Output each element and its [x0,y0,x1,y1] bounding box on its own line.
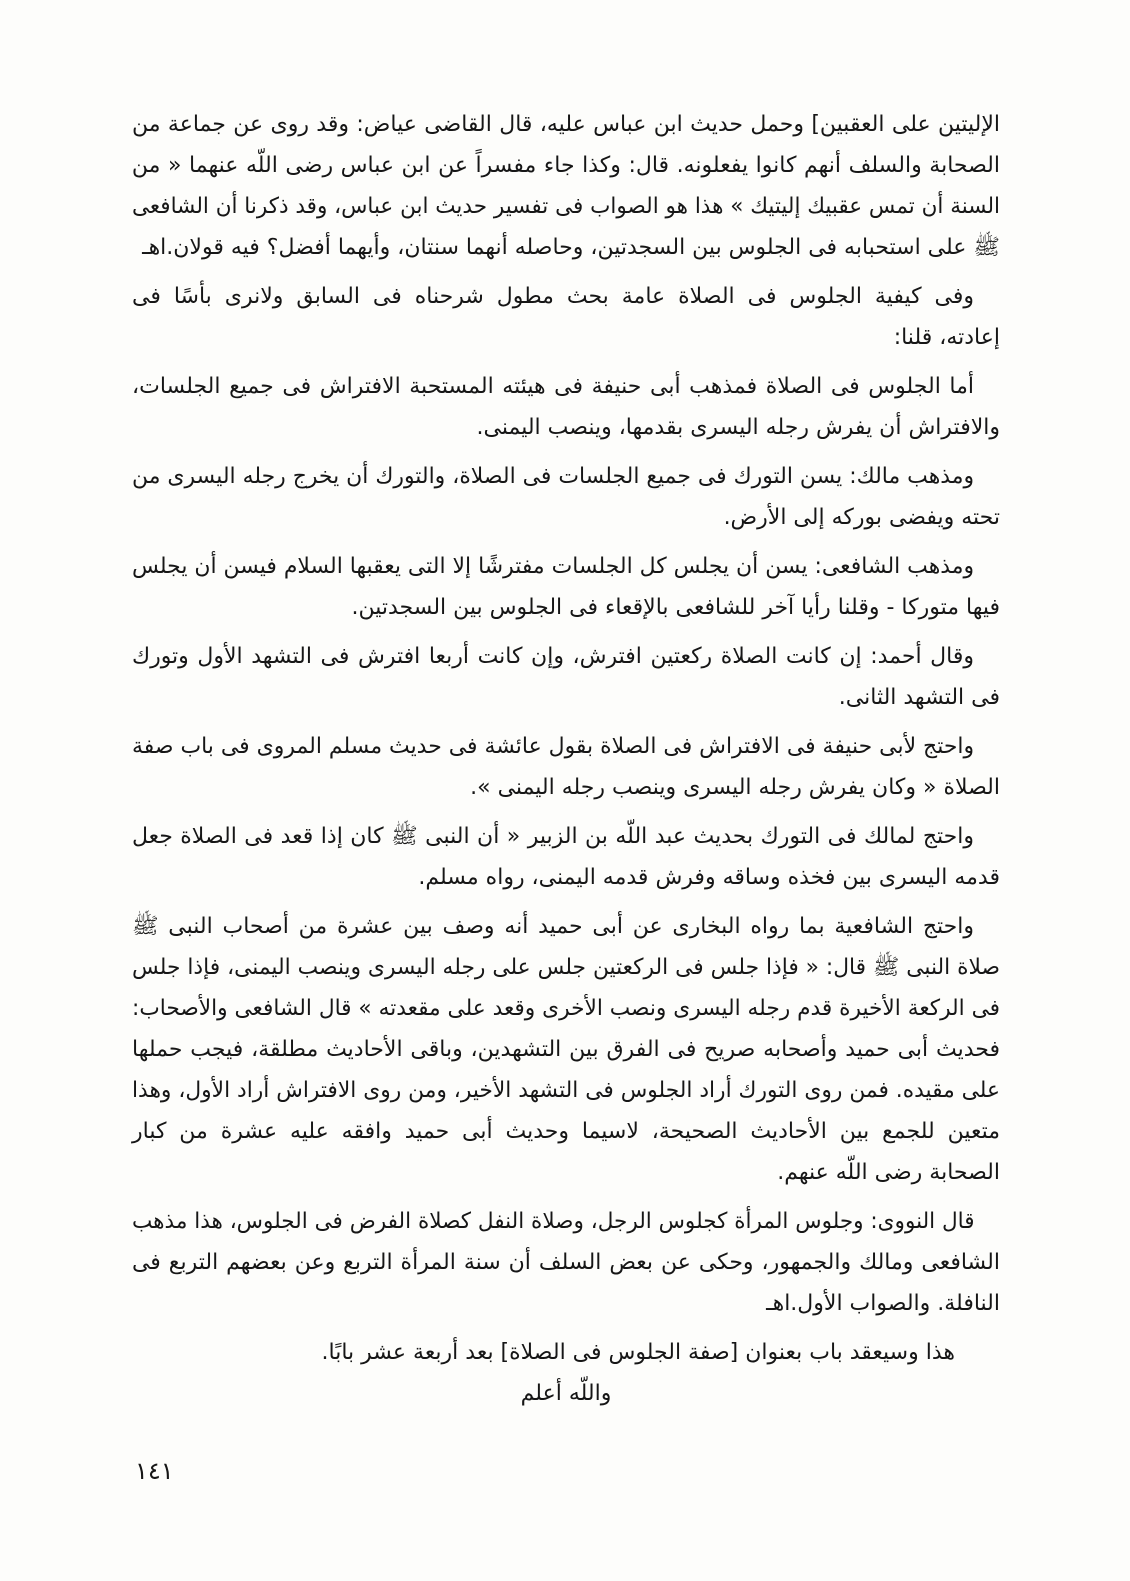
text-line: ﷺ على استحبابه فى الجلوس بين السجدتين، وحاصله أنهما سنتان، وأيهما أفضل؟ فيه قولان.اهـ [142,235,1000,260]
closing-note [132,1332,1000,1373]
text-line: إعادته، قلنا: [893,325,1000,350]
text-line: فى التشهد الثانى. [838,685,1000,710]
text-line: الصلاة « وكان يفرش رجله اليسرى وينصب رجله اليمنى ». [470,775,1000,800]
text-line: أما الجلوس فى الصلاة فمذهب أبى حنيفة فى هيئته المستحبة الافتراش فى جميع الجلسات، [132,374,974,399]
page-number: ١٤١ [135,1457,174,1485]
paragraph [132,816,1000,898]
text-line: متعين للجمع بين الأحاديث الصحيحة، لاسيما وحديث أبى حميد وافقه عليه عشرة من كبار [132,1119,1000,1144]
text-line: الصحابة والسلف أنهم كانوا يفعلونه. قال: وكذا جاء مفسراً عن ابن عباس رضى اللّه عنهما « من [131,153,1000,178]
text-line: الصحابة رضى اللّه عنهم. [777,1160,1000,1185]
paragraph [132,906,1000,1193]
text-line: فيها متوركا - وقلنا رأيا آخر للشافعى بالإقعاء فى الجلوس بين السجدتين. [351,595,1000,620]
paragraph [132,636,1000,718]
page-body [132,104,1000,1414]
text-line: قدمه اليسرى بين فخذه وساقه وفرش قدمه اليمنى، رواه مسلم. [418,865,1000,890]
text-line: قال النووى: وجلوس المرأة كجلوس الرجل، وصلاة النفل كصلاة الفرض فى الجلوس، هذا مذهب [131,1209,975,1234]
paragraph [132,546,1000,628]
text-line: هذا وسيعقد باب بعنوان [صفة الجلوس فى الصلاة] بعد أربعة عشر بابًا. [321,1340,955,1365]
text-line: النافلة. والصواب الأول.اهـ [766,1291,1000,1316]
text-line: على مقيده. فمن روى التورك أراد الجلوس فى التشهد الأخير، ومن روى الافتراش أراد الأول، وهذا [131,1078,1000,1103]
text-line: الشافعى ومالك والجمهور، وحكى عن بعض السلف أن سنة المرأة التربع وعن بعضهم التربع فى [131,1250,1000,1275]
text-line: واحتج الشافعية بما رواه البخارى عن أبى حميد أنه وصف بين عشرة من أصحاب النبى ﷺ [131,914,974,939]
text-line: فحديث أبى حميد وأصحابه صريح فى الفرق بين التشهدين، وباقى الأحاديث مطلقة، فيجب حملها [132,1037,1000,1062]
text-line: السنة أن تمس عقبيك إليتيك » هذا هو الصواب فى تفسير حديث ابن عباس، وقد ذكرنا أن الشافعى [131,194,1001,219]
paragraph [132,456,1000,538]
text-line: وفى كيفية الجلوس فى الصلاة عامة بحث مطول شرحناه فى السابق ولانرى بأسًا فى [132,284,974,309]
text-line: واحتج لأبى حنيفة فى الافتراش فى الصلاة بقول عائشة فى حديث مسلم المروى فى باب صفة [132,734,975,759]
text-line: والافتراش أن يفرش رجله اليسرى بقدمها، وينصب اليمنى. [476,415,1000,440]
text-line: صلاة النبى ﷺ قال: « فإذا جلس فى الركعتين جلس على رجله اليسرى وينصب اليمنى، فإذا جلس [132,955,1000,980]
text-line: ومذهب الشافعى: يسن أن يجلس كل الجلسات مفترشًا إلا التى يعقبها السلام فيسن أن يجلس [131,554,975,579]
paragraph [132,366,1000,448]
paragraph-continuation [132,104,1000,268]
text-line: واحتج لمالك فى التورك بحديث عبد اللّه بن الزبير « أن النبى ﷺ كان إذا قعد فى الصلاة جعل [131,824,974,849]
closing-phrase: واللّه أعلم [520,1381,612,1406]
paragraph [132,276,1000,358]
paragraph [132,1201,1000,1324]
text-line: ومذهب مالك: يسن التورك فى جميع الجلسات فى الصلاة، والتورك أن يخرج رجله اليسرى من [132,464,975,489]
text-line: وقال أحمد: إن كانت الصلاة ركعتين افترش، وإن كانت أربعا افترش فى التشهد الأول وتورك [131,644,974,669]
paragraph [132,726,1000,808]
text-line: تحته ويفضى بوركه إلى الأرض. [723,505,1000,530]
text-line: فى الركعة الأخيرة قدم رجله اليسرى ونصب الأخرى وقعد على مقعدته » قال الشافعى والأصحاب: [132,996,1000,1021]
text-line: الإليتين على العقبين] وحمل حديث ابن عباس عليه، قال القاضى عياض: وقد روى عن جماعة من [132,112,1000,137]
